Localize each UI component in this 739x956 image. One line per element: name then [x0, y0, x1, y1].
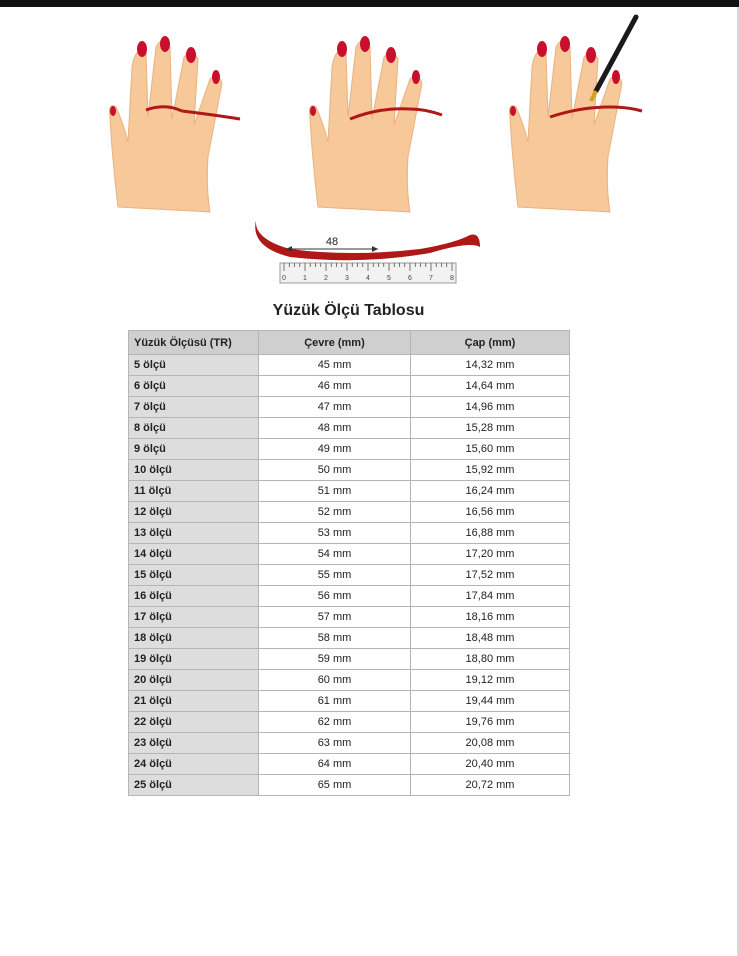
column-header-diameter: Çap (mm) — [411, 331, 570, 355]
cell-circumference: 48 mm — [259, 418, 411, 439]
cell-circumference: 54 mm — [259, 544, 411, 565]
cell-size: 8 ölçü — [129, 418, 259, 439]
cell-diameter: 18,16 mm — [411, 607, 570, 628]
cell-diameter: 19,76 mm — [411, 712, 570, 733]
cell-diameter: 16,88 mm — [411, 523, 570, 544]
cell-circumference: 57 mm — [259, 607, 411, 628]
cell-size: 9 ölçü — [129, 439, 259, 460]
hand-with-pen-icon — [510, 17, 642, 212]
string-on-ruler-icon — [255, 220, 480, 283]
column-header-size: Yüzük Ölçüsü (TR) — [129, 331, 259, 355]
table-row — [129, 523, 570, 544]
cell-size: 12 ölçü — [129, 502, 259, 523]
cell-circumference: 47 mm — [259, 397, 411, 418]
cell-circumference: 51 mm — [259, 481, 411, 502]
cell-diameter: 14,32 mm — [411, 355, 570, 376]
ruler-tick-label: 0 — [282, 275, 286, 282]
table-row — [129, 607, 570, 628]
cell-diameter: 16,24 mm — [411, 481, 570, 502]
cell-circumference: 50 mm — [259, 460, 411, 481]
table-row — [129, 418, 570, 439]
table-row — [129, 586, 570, 607]
cell-circumference: 62 mm — [259, 712, 411, 733]
cell-diameter: 14,96 mm — [411, 397, 570, 418]
cell-size: 22 ölçü — [129, 712, 259, 733]
table-body — [129, 355, 570, 796]
table-row — [129, 754, 570, 775]
hand-with-string-icon — [110, 36, 240, 212]
table-title: Yüzük Ölçü Tablosu — [272, 302, 425, 319]
cell-diameter: 18,48 mm — [411, 628, 570, 649]
cell-diameter: 15,60 mm — [411, 439, 570, 460]
table-row — [129, 733, 570, 754]
table-row — [129, 565, 570, 586]
cell-diameter: 19,12 mm — [411, 670, 570, 691]
table-row — [129, 397, 570, 418]
cell-size: 17 ölçü — [129, 607, 259, 628]
table-row — [129, 712, 570, 733]
hand-with-mark-icon — [310, 36, 442, 212]
cell-circumference: 65 mm — [259, 775, 411, 796]
cell-diameter: 17,20 mm — [411, 544, 570, 565]
cell-diameter: 17,84 mm — [411, 586, 570, 607]
table-row — [129, 355, 570, 376]
ruler-tick-label: 6 — [408, 275, 412, 282]
cell-circumference: 64 mm — [259, 754, 411, 775]
cell-circumference: 56 mm — [259, 586, 411, 607]
cell-diameter: 17,52 mm — [411, 565, 570, 586]
cell-size: 18 ölçü — [129, 628, 259, 649]
table-row — [129, 439, 570, 460]
cell-size: 7 ölçü — [129, 397, 259, 418]
cell-diameter: 20,08 mm — [411, 733, 570, 754]
measuring-illustration — [0, 7, 739, 297]
cell-diameter: 15,28 mm — [411, 418, 570, 439]
ruler-tick-label: 5 — [387, 275, 391, 282]
table-row — [129, 376, 570, 397]
cell-circumference: 63 mm — [259, 733, 411, 754]
cell-size: 21 ölçü — [129, 691, 259, 712]
table-row — [129, 628, 570, 649]
cell-size: 10 ölçü — [129, 460, 259, 481]
cell-size: 5 ölçü — [129, 355, 259, 376]
cell-circumference: 61 mm — [259, 691, 411, 712]
cell-size: 23 ölçü — [129, 733, 259, 754]
cell-size: 6 ölçü — [129, 376, 259, 397]
cell-circumference: 45 mm — [259, 355, 411, 376]
table-row — [129, 481, 570, 502]
ruler-tick-label: 1 — [303, 275, 307, 282]
cell-diameter: 20,40 mm — [411, 754, 570, 775]
ruler-tick-label: 4 — [366, 275, 370, 282]
cell-circumference: 49 mm — [259, 439, 411, 460]
table-row — [129, 775, 570, 796]
cell-size: 15 ölçü — [129, 565, 259, 586]
cell-diameter: 20,72 mm — [411, 775, 570, 796]
cell-size: 25 ölçü — [129, 775, 259, 796]
table-header-row — [129, 331, 570, 355]
cell-size: 20 ölçü — [129, 670, 259, 691]
cell-diameter: 16,56 mm — [411, 502, 570, 523]
ring-size-table — [128, 330, 570, 796]
ruler-tick-label: 8 — [450, 275, 454, 282]
table-row — [129, 544, 570, 565]
table-row — [129, 502, 570, 523]
cell-size: 13 ölçü — [129, 523, 259, 544]
cell-circumference: 59 mm — [259, 649, 411, 670]
cell-diameter: 14,64 mm — [411, 376, 570, 397]
cell-circumference: 55 mm — [259, 565, 411, 586]
cell-size: 11 ölçü — [129, 481, 259, 502]
cell-size: 16 ölçü — [129, 586, 259, 607]
cell-diameter: 18,80 mm — [411, 649, 570, 670]
cell-size: 19 ölçü — [129, 649, 259, 670]
cell-circumference: 53 mm — [259, 523, 411, 544]
ruler-tick-label: 3 — [345, 275, 349, 282]
ruler-tick-label: 7 — [429, 275, 433, 282]
cell-circumference: 60 mm — [259, 670, 411, 691]
table-row — [129, 649, 570, 670]
cell-diameter: 15,92 mm — [411, 460, 570, 481]
table-row — [129, 460, 570, 481]
cell-circumference: 52 mm — [259, 502, 411, 523]
table-row — [129, 670, 570, 691]
cell-circumference: 46 mm — [259, 376, 411, 397]
cell-size: 14 ölçü — [129, 544, 259, 565]
column-header-circumference: Çevre (mm) — [259, 331, 411, 355]
cell-diameter: 19,44 mm — [411, 691, 570, 712]
ruler-tick-label: 2 — [324, 275, 328, 282]
cell-size: 24 ölçü — [129, 754, 259, 775]
top-bar — [0, 0, 739, 7]
cell-circumference: 58 mm — [259, 628, 411, 649]
ruler-measure-label: 48 — [325, 236, 339, 248]
table-row — [129, 691, 570, 712]
